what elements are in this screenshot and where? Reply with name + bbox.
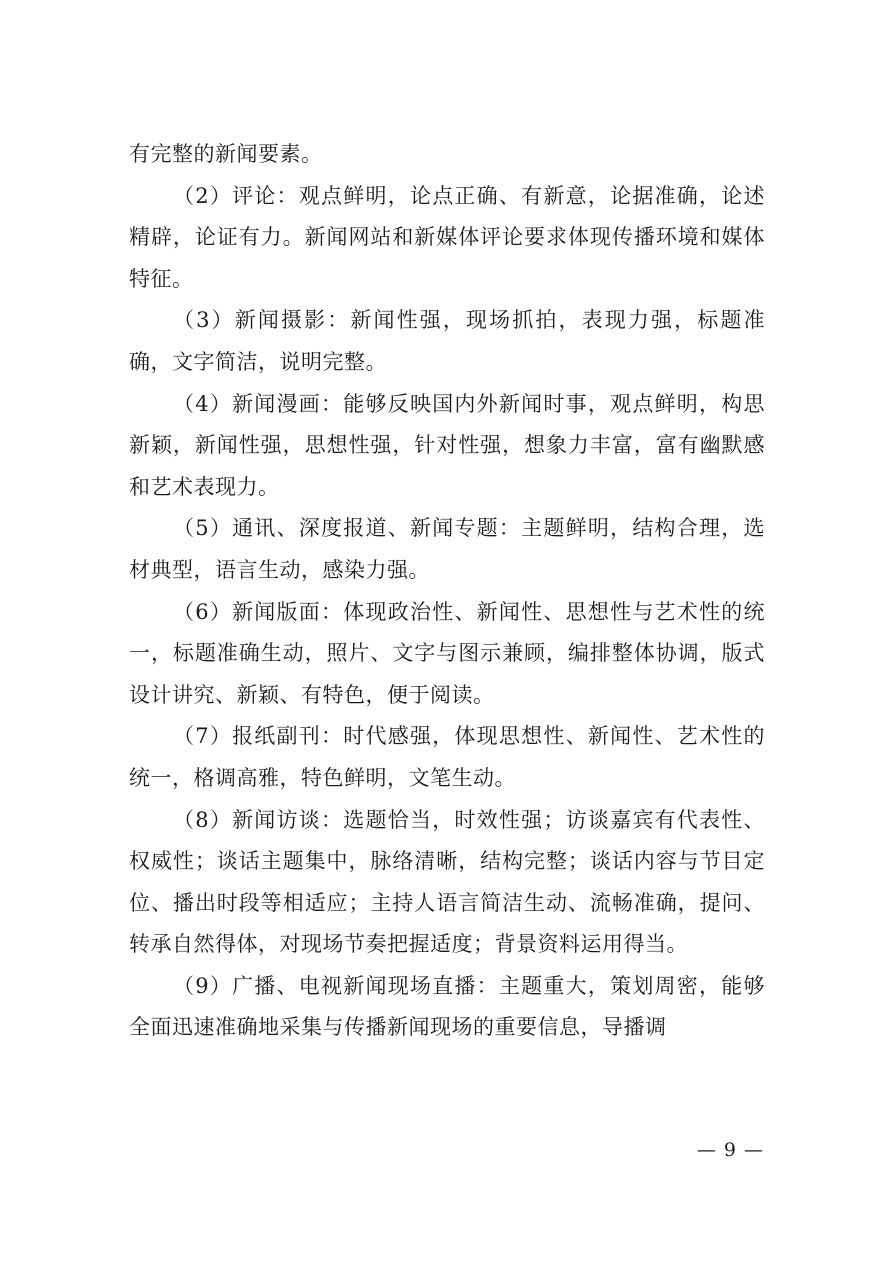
paragraph-feature-report: （5）通讯、深度报道、新闻专题：主题鲜明，结构合理，选材典型，语言生动，感染力强。: [129, 516, 765, 582]
paragraph-commentary: （2）评论：观点鲜明，论点正确、有新意，论据准确，论述精辟，论证有力。新闻网站和新媒体评论要求体现传播环境和媒体特征。: [129, 183, 765, 291]
paragraph-news-layout: （6）新闻版面：体现政治性、新闻性、思想性与艺术性的统一，标题准确生动，照片、文字与图示兼顾，编排整体协调，版式设计讲究、新颖、有特色，便于阅读。: [129, 599, 765, 707]
paragraph-news-cartoon: （4）新闻漫画：能够反映国内外新闻时事，观点鲜明，构思新颖，新闻性强，思想性强，针对性强，想象力丰富，富有幽默感和艺术表现力。: [129, 391, 765, 499]
paragraph-news-interview: （8）新闻访谈：选题恰当，时效性强；访谈嘉宾有代表性、权威性；谈话主题集中，脉络清晰，结构完整；谈话内容与节目定位、播出时段等相适应；主持人语言简洁生动、流畅准确，提问、转承自然得体，对现场节奏把握适度；背景资料运用得当。: [129, 807, 765, 957]
body-text: [129, 134, 765, 1049]
paragraph-live-broadcast: （9）广播、电视新闻现场直播：主题重大，策划周密，能够全面迅速准确地采集与传播新闻现场的重要信息，导播调: [129, 973, 765, 1040]
page-number: — 9 —: [696, 1139, 764, 1161]
paragraph-continuation: 有完整的新闻要素。: [129, 142, 323, 166]
paragraph-news-photography: （3）新闻摄影：新闻性强，现场抓拍，表现力强，标题准确，文字简洁，说明完整。: [129, 308, 765, 374]
paragraph-newspaper-supplement: （7）报纸副刊：时代感强，体现思想性、新闻性、艺术性的统一，格调高雅，特色鲜明，文笔生动。: [129, 724, 765, 790]
